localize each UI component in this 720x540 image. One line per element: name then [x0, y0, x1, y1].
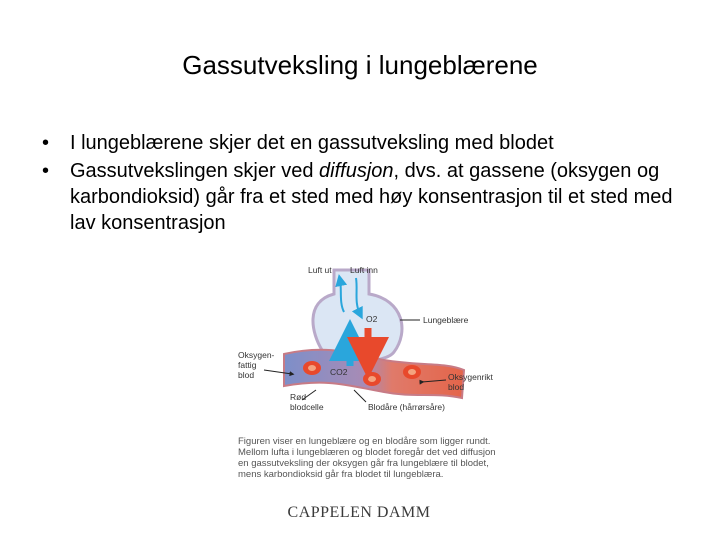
- bullet-text: I lungeblærene skjer det en gassutveksling med blodet: [70, 132, 554, 154]
- alveolus-label: Lungeblære: [423, 315, 469, 325]
- red-blood-cell: [363, 372, 381, 386]
- red-cell-label: blodcelle: [290, 402, 324, 412]
- capillary-label: Blodåre (hårrørsåre): [368, 402, 445, 412]
- oxygen-rich-label: Oksygenrikt: [448, 372, 493, 382]
- red-blood-cell: [303, 361, 321, 375]
- caption-line: mens karbondioksid går fra blodet til lungeblæra.: [238, 469, 444, 480]
- oxygen-rich-label: blod: [448, 382, 465, 392]
- bullet-marker: •: [42, 160, 50, 182]
- bullet-list: [40, 130, 690, 238]
- oxygen-poor-label: fattig: [238, 360, 257, 370]
- oxygen-poor-label: Oksygen-: [238, 350, 275, 360]
- red-cell-label: Rød: [290, 392, 307, 402]
- caption-line: Figuren viser en lungeblære og en blodåre som ligger rundt.: [238, 436, 491, 447]
- figure-caption: [238, 436, 508, 480]
- bullet-emphasis: diffusjon: [319, 160, 394, 182]
- slide-title: Gassutveksling i lungeblærene: [182, 50, 538, 80]
- cappelen-damm-logo: [288, 500, 430, 522]
- bullet-item: [40, 158, 690, 236]
- oxygen-poor-label: blod: [238, 370, 255, 380]
- bullet-text: Gassutvekslingen skjer ved: [70, 160, 320, 182]
- caption-line: en gassutveksling der oksygen går fra lungeblære til blodet,: [238, 458, 489, 469]
- leader-line: [354, 390, 366, 402]
- logo-text: CAPPELEN DAMM: [288, 504, 430, 521]
- o2-label: O2: [366, 314, 378, 324]
- bullet-item: [40, 130, 690, 156]
- air-in-label: Luft inn: [350, 265, 378, 275]
- alveolus-diagram-svg: [234, 262, 504, 437]
- red-blood-cell: [403, 365, 421, 379]
- bullet-text-rest: , dvs. at gassene (oksygen og karbondioksid) går fra et sted med høy konsentrasjon til et sted med lav konsentrasjon: [70, 160, 673, 234]
- co2-label: CO2: [330, 367, 348, 377]
- bullet-marker: •: [42, 132, 50, 154]
- air-out-label: Luft ut: [308, 265, 332, 275]
- caption-line: Mellom lufta i lungeblæren og blodet foregår det ved diffusjon: [238, 447, 496, 458]
